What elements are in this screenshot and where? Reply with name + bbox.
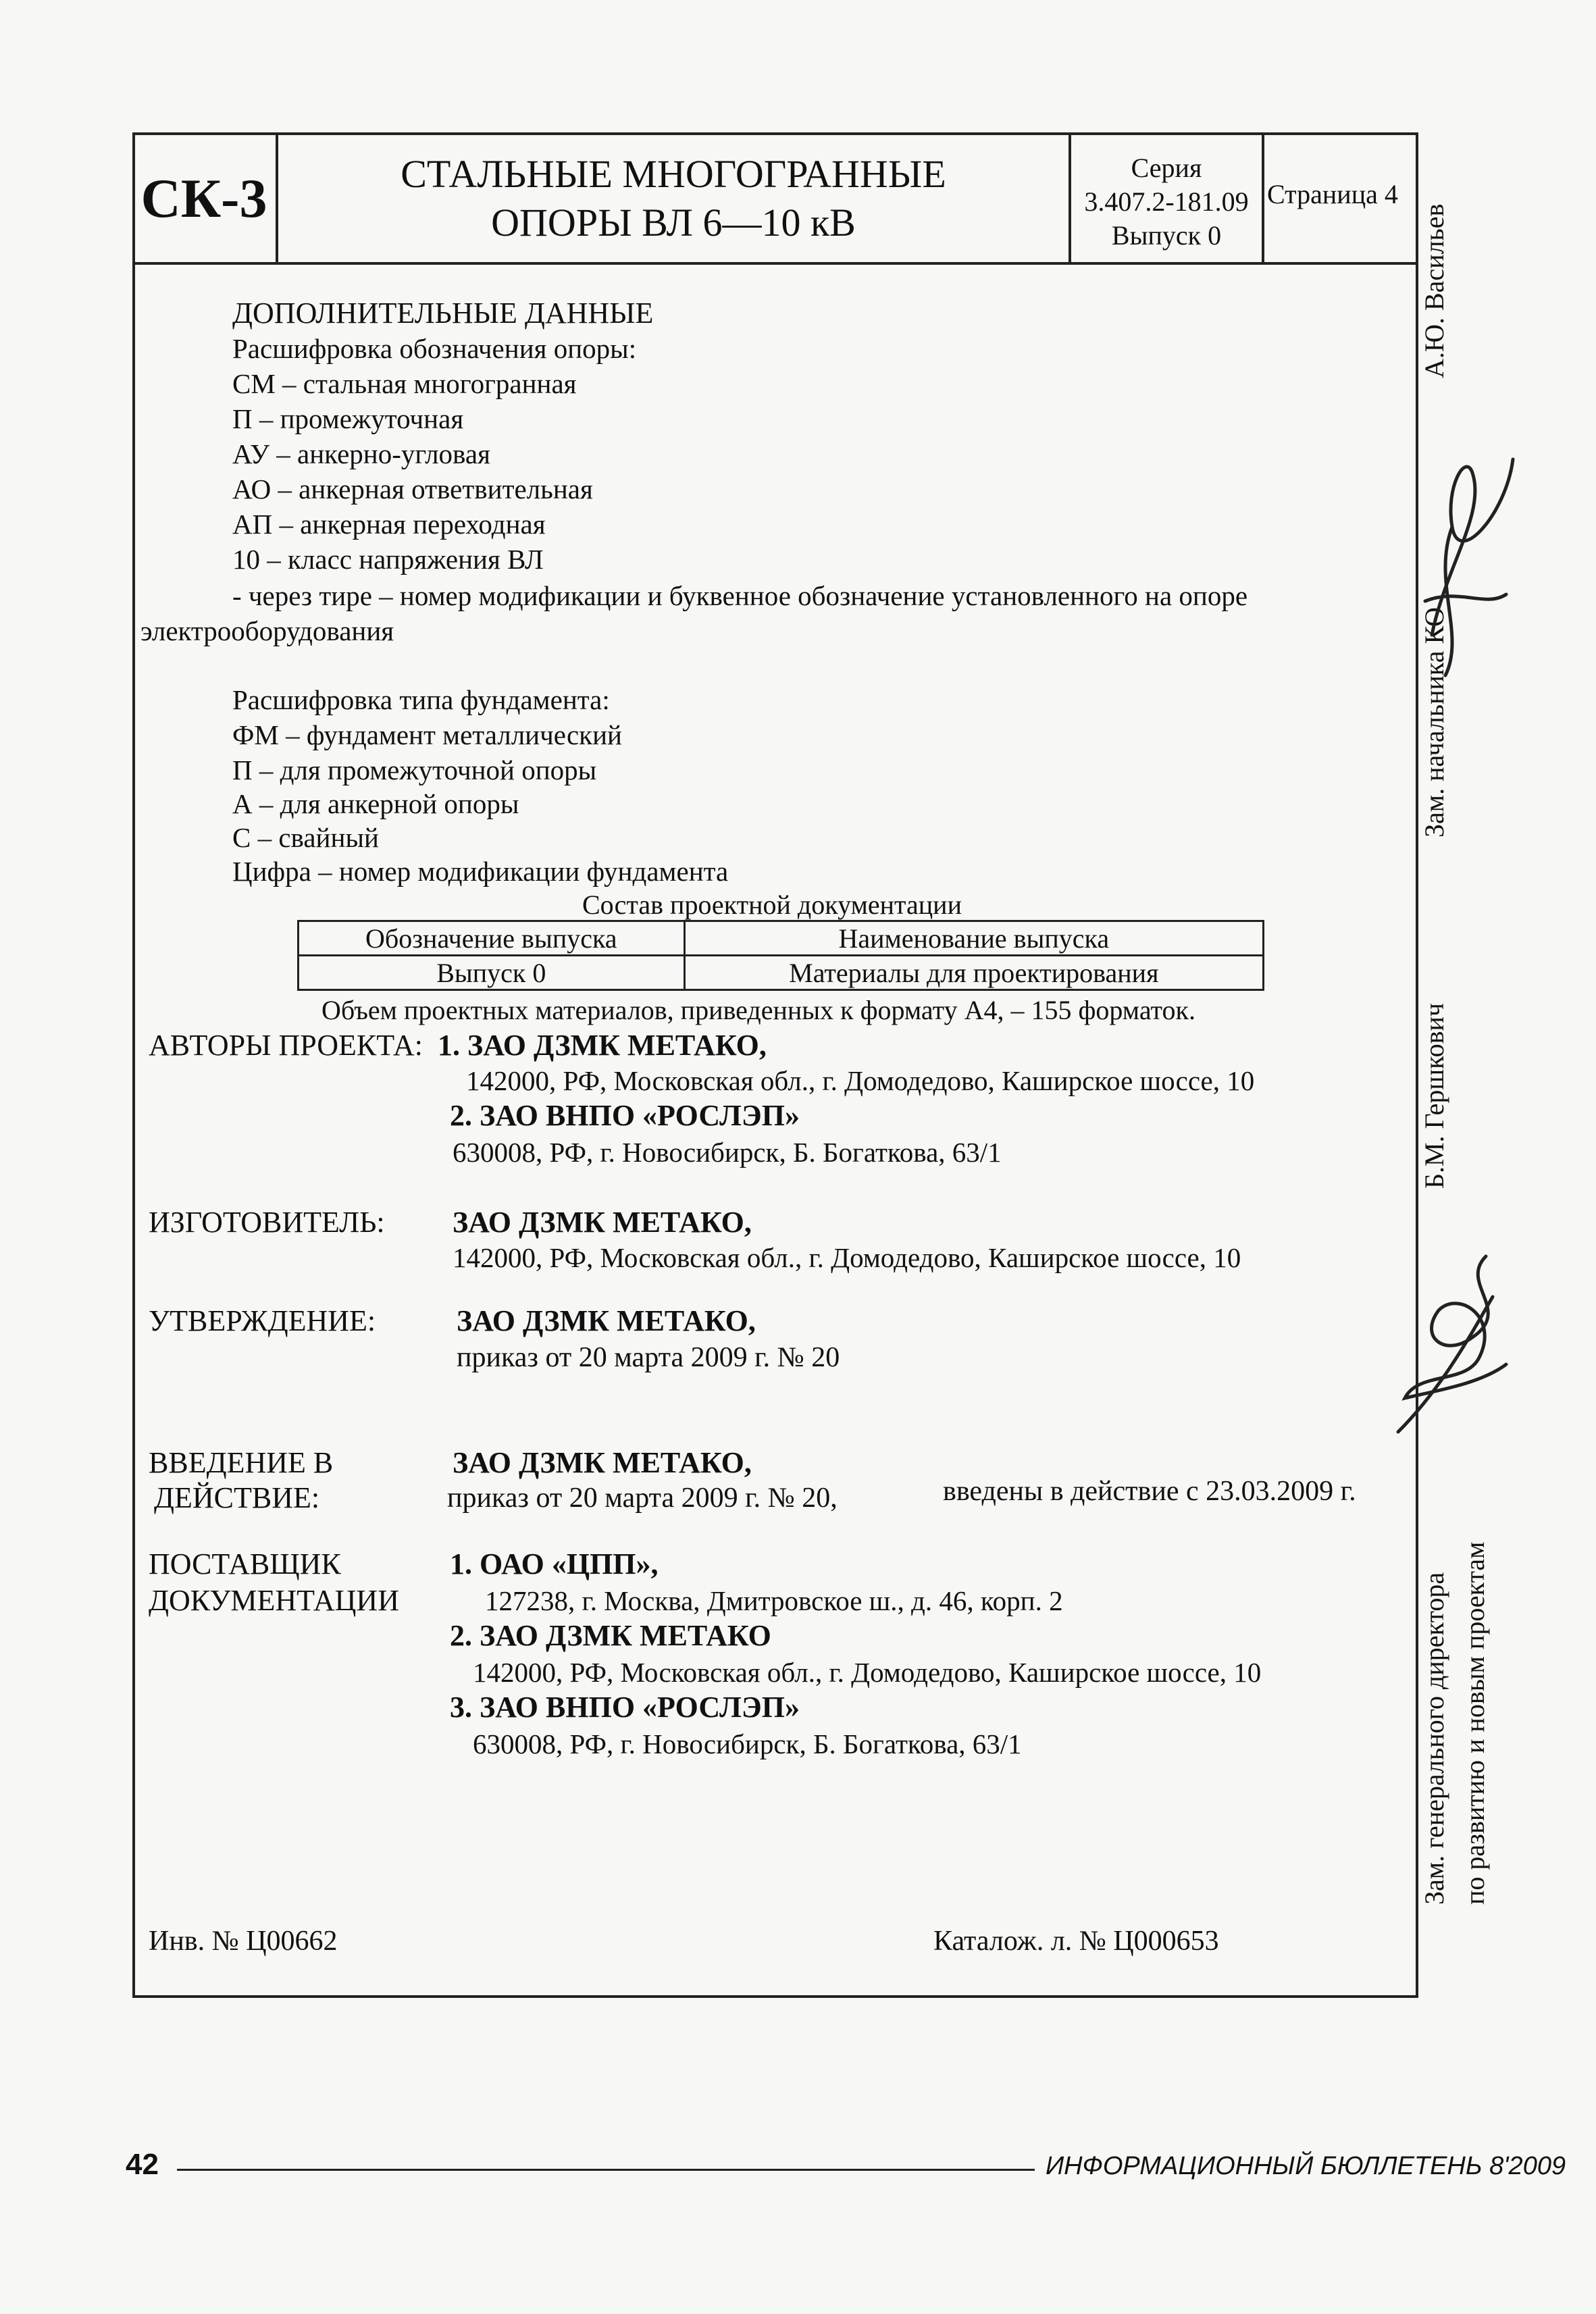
support-code-5: АП – анкерная переходная — [232, 509, 546, 540]
signer1-role: Зам. начальника КО — [1419, 607, 1449, 838]
foundation-code-4: С – свайный — [232, 822, 379, 853]
footer-page-number: 42 — [126, 2148, 159, 2181]
support-code-6: 10 – класс напряжения ВЛ — [232, 544, 544, 575]
support-code-1: СМ – стальная многогранная — [232, 368, 577, 399]
series-label: Серия — [1131, 153, 1202, 183]
table-header-row — [299, 921, 1264, 956]
table-header-cell: Наименование выпуска — [684, 921, 1263, 956]
table-header-cell: Обозначение выпуска — [299, 921, 685, 956]
dash-note-line1: - через тире – номер модификации и буквенное обозначение установленного на опоре — [232, 580, 1248, 611]
manufacturer-addr: 142000, РФ, Московская обл., г. Домодедово, Каширское шоссе, 10 — [453, 1242, 1241, 1273]
foundation-code-3: А – для анкерной опоры — [232, 788, 519, 819]
signer1-name: А.Ю. Васильев — [1419, 203, 1449, 378]
signer2-role-line2: по развитию и новым проектам — [1460, 1541, 1490, 1905]
series-number: 3.407.2-181.09 — [1084, 186, 1249, 217]
support-code-3: АУ – анкерно-угловая — [232, 438, 490, 469]
approval-org: ЗАО ДЗМК МЕТАКО, — [457, 1304, 756, 1337]
authors-org1: 1. ЗАО ДЗМК МЕТАКО, — [438, 1029, 767, 1062]
approval-order: приказ от 20 марта 2009 г. № 20 — [457, 1342, 840, 1373]
supplier-org1-addr: 127238, г. Москва, Дмитровское ш., д. 46, корп. 2 — [485, 1585, 1063, 1616]
authors-org1-addr: 142000, РФ, Московская обл., г. Домодедово, Каширское шоссе, 10 — [466, 1065, 1255, 1096]
doc-title — [278, 150, 1069, 247]
table-cell: Материалы для проектирования — [684, 956, 1263, 990]
issue-label: Выпуск 0 — [1111, 220, 1222, 251]
supplier-org1: 1. ОАО «ЦПП», — [450, 1547, 659, 1580]
foundation-code-5: Цифра – номер модификации фундамента — [232, 856, 729, 887]
catalog-number: Каталож. л. № Ц000653 — [933, 1926, 1219, 1957]
enactment-order: приказ от 20 марта 2009 г. № 20, — [447, 1483, 838, 1514]
doc-title-line2: ОПОРЫ ВЛ 6—10 кВ — [491, 201, 856, 245]
dash-note-line2: электрооборудования — [140, 615, 394, 646]
volume-note: Объем проектных материалов, приведенных к формату А4, – 155 форматок. — [321, 995, 1195, 1025]
enactment-org: ЗАО ДЗМК МЕТАКО, — [453, 1446, 752, 1479]
authors-org2: 2. ЗАО ВНПО «РОСЛЭП» — [450, 1099, 800, 1132]
inventory-number: Инв. № Ц00662 — [149, 1926, 338, 1957]
signer2-name: Б.М. Гершкович — [1419, 1003, 1449, 1189]
manufacturer-label: ИЗГОТОВИТЕЛЬ: — [149, 1206, 385, 1239]
doc-code: СК-3 — [140, 168, 267, 229]
docs-table — [297, 920, 1264, 991]
header-col-divider-3 — [1262, 132, 1264, 265]
approval-label: УТВЕРЖДЕНИЕ: — [149, 1304, 376, 1337]
support-decode-title: Расшифровка обозначения опоры: — [232, 333, 637, 364]
authors-org2-addr: 630008, РФ, г. Новосибирск, Б. Богаткова, 63/1 — [453, 1137, 1002, 1168]
supplier-org3-addr: 630008, РФ, г. Новосибирск, Б. Богаткова, 63/1 — [473, 1728, 1022, 1759]
signature-2-icon — [1378, 1229, 1526, 1459]
enactment-effective: введены в действие с 23.03.2009 г. — [943, 1476, 1356, 1507]
manufacturer-org: ЗАО ДЗМК МЕТАКО, — [453, 1206, 752, 1239]
supplier-label-line2: ДОКУМЕНТАЦИИ — [149, 1584, 399, 1617]
table-row — [299, 956, 1264, 990]
additional-heading: ДОПОЛНИТЕЛЬНЫЕ ДАННЫЕ — [232, 297, 654, 330]
support-code-4: АО – анкерная ответвительная — [232, 473, 593, 505]
footer-publication: ИНФОРМАЦИОННЫЙ БЮЛЛЕТЕНЬ 8'2009 — [1046, 2152, 1566, 2180]
supplier-org3: 3. ЗАО ВНПО «РОСЛЭП» — [450, 1691, 800, 1724]
foundation-code-1: ФМ – фундамент металлический — [232, 719, 622, 750]
supplier-label-line1: ПОСТАВЩИК — [149, 1547, 341, 1580]
foundation-code-2: П – для промежуточной опоры — [232, 754, 597, 786]
support-code-2: П – промежуточная — [232, 403, 464, 434]
table-cell: Выпуск 0 — [299, 956, 685, 990]
foundation-title: Расшифровка типа фундамента: — [232, 684, 610, 715]
doc-title-line1: СТАЛЬНЫЕ МНОГОГРАННЫЕ — [401, 152, 946, 196]
header-divider — [132, 262, 1418, 265]
authors-label: АВТОРЫ ПРОЕКТА: — [149, 1029, 423, 1062]
signer2-role-line1: Зам. генерального директора — [1419, 1572, 1449, 1905]
signature-1-icon — [1405, 432, 1526, 689]
supplier-org2: 2. ЗАО ДЗМК МЕТАКО — [450, 1619, 771, 1652]
supplier-org2-addr: 142000, РФ, Московская обл., г. Домодедово, Каширское шоссе, 10 — [473, 1657, 1262, 1688]
docs-caption: Состав проектной документации — [582, 890, 962, 920]
series-block — [1071, 151, 1262, 253]
enactment-label-line2: ДЕЙСТВИЕ: — [154, 1481, 320, 1514]
enactment-label-line1: ВВЕДЕНИЕ В — [149, 1446, 334, 1479]
page-label: Страница 4 — [1267, 179, 1398, 209]
footer-rule — [177, 2169, 1035, 2171]
